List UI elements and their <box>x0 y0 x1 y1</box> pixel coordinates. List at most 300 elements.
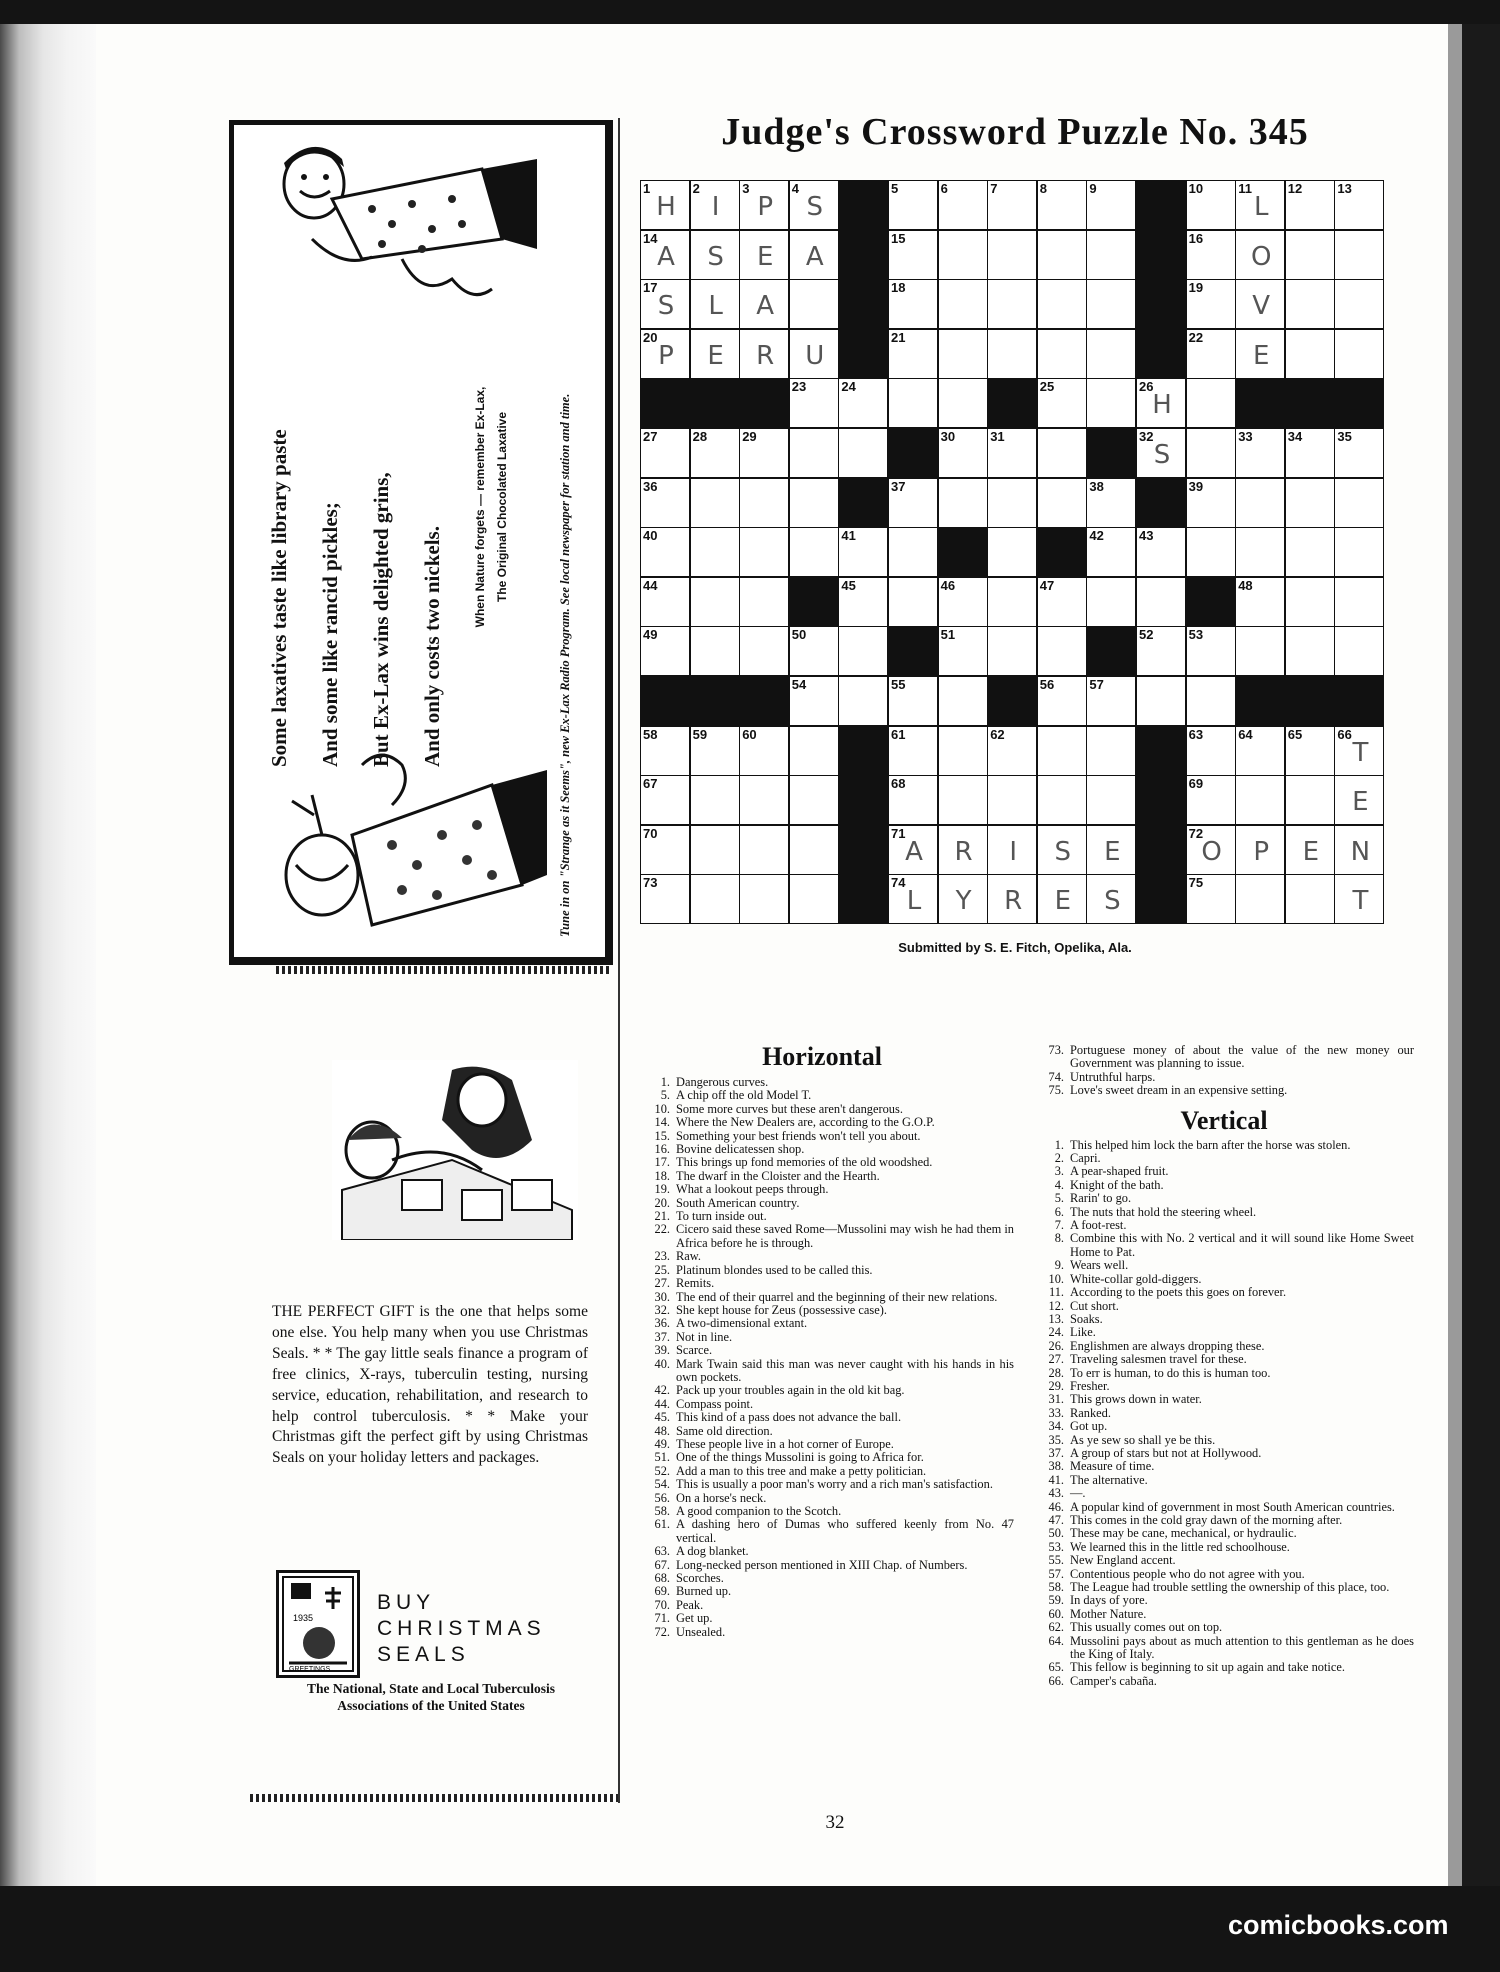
grid-cell[interactable] <box>1037 180 1087 230</box>
happy-man-illustration <box>252 129 542 339</box>
grid-cell[interactable] <box>789 279 839 329</box>
clue-text: This brings up fond memories of the old woodshed. <box>676 1155 933 1170</box>
clue-text: This usually comes out on top. <box>1070 1620 1223 1635</box>
handwritten-letter: Y <box>955 886 972 917</box>
grid-cell[interactable] <box>938 329 988 379</box>
grid-cell[interactable] <box>1037 874 1087 924</box>
grid-cell[interactable] <box>1285 577 1335 627</box>
grid-cell[interactable] <box>789 527 839 577</box>
handwritten-letter: E <box>1302 836 1320 867</box>
clue-item <box>1034 1367 1414 1380</box>
grid-cell[interactable] <box>838 527 888 577</box>
grid-cell[interactable] <box>789 230 839 280</box>
grid-cell[interactable] <box>1235 825 1285 875</box>
clue-number: 18 <box>891 280 906 296</box>
grid-cell[interactable] <box>1037 726 1087 776</box>
clue-num: 72. <box>654 1624 670 1639</box>
grid-cell[interactable] <box>1285 527 1335 577</box>
grid-cell[interactable] <box>1037 428 1087 478</box>
grid-cell[interactable] <box>789 329 839 379</box>
clue-number: 21 <box>891 329 906 345</box>
grid-cell[interactable] <box>690 577 740 627</box>
grid-cell[interactable] <box>1086 527 1136 577</box>
handwritten-letter: P <box>658 340 674 371</box>
grid-cell[interactable] <box>938 279 988 329</box>
grid-cell[interactable] <box>739 527 789 577</box>
grid-cell[interactable] <box>987 180 1037 230</box>
clue-text: South American country. <box>676 1195 800 1210</box>
grid-cell[interactable] <box>1037 825 1087 875</box>
clue-number: 59 <box>692 726 708 742</box>
grid-cell[interactable] <box>739 726 789 776</box>
clue-num: 58. <box>654 1504 670 1518</box>
grid-cell[interactable] <box>1186 180 1236 230</box>
grid-cell[interactable] <box>1235 428 1285 478</box>
clue-text: Some more curves but these aren't dangerous. <box>676 1101 903 1116</box>
grid-cell[interactable] <box>789 676 839 726</box>
clue-text: Measure of time. <box>1070 1459 1155 1474</box>
clue-item <box>1034 1084 1414 1097</box>
grid-cell[interactable] <box>1285 626 1335 676</box>
clue-number: 54 <box>791 677 807 692</box>
clue-num: 47. <box>1048 1513 1064 1527</box>
grid-cell[interactable] <box>1285 329 1335 379</box>
grid-cell[interactable] <box>1334 626 1384 676</box>
grid-cell[interactable] <box>838 577 888 627</box>
grid-cell[interactable] <box>1285 478 1335 528</box>
grid-cell[interactable] <box>789 478 839 528</box>
grid-cell[interactable] <box>1086 726 1136 776</box>
grid-cell[interactable] <box>938 478 988 528</box>
handwritten-letter: S <box>657 291 675 322</box>
grid-cell[interactable] <box>640 577 690 627</box>
verse-line: Some laxatives taste like library paste <box>267 429 291 767</box>
clue-text: These people live in a hot corner of Europe. <box>676 1436 894 1451</box>
clue-text: In days of yore. <box>1070 1593 1148 1608</box>
grid-cell[interactable] <box>888 478 938 528</box>
grid-cell[interactable] <box>739 577 789 627</box>
grid-cell[interactable] <box>1235 329 1285 379</box>
grid-cell[interactable] <box>640 726 690 776</box>
grid-cell[interactable] <box>640 279 690 329</box>
handwritten-letter: S <box>1104 886 1121 917</box>
grid-cell[interactable] <box>1285 279 1335 329</box>
clue-number: 52 <box>1139 627 1154 643</box>
black-square <box>1136 478 1186 528</box>
clue-text: According to the poets this goes on forever. <box>1070 1285 1287 1300</box>
grid-cell[interactable] <box>938 626 988 676</box>
grid-cell[interactable] <box>690 626 740 676</box>
grid-cell[interactable] <box>1334 230 1384 280</box>
grid-cell[interactable] <box>1037 676 1087 726</box>
clue-item <box>640 1425 1014 1438</box>
grid-cell[interactable] <box>739 180 789 230</box>
clue-num: 68. <box>654 1571 670 1586</box>
grid-cell[interactable] <box>938 180 988 230</box>
grid-cell[interactable] <box>1186 825 1236 875</box>
exlax-radio-note: Tune in on "Strange as it Seems", new Ex-Lax Radio Program. See local newspaper for station and time. <box>558 393 572 937</box>
grid-cell[interactable] <box>838 626 888 676</box>
grid-cell[interactable] <box>1086 676 1136 726</box>
clue-number: 12 <box>1287 181 1303 196</box>
grid-cell[interactable] <box>1334 279 1384 329</box>
clue-item <box>1034 1273 1414 1286</box>
grid-cell[interactable] <box>987 428 1037 478</box>
clue-number: 48 <box>1238 577 1253 593</box>
grid-cell[interactable] <box>987 626 1037 676</box>
clue-item <box>1034 1326 1414 1339</box>
clue-number: 38 <box>1089 478 1104 494</box>
grid-cell[interactable] <box>938 577 988 627</box>
grid-cell[interactable] <box>987 726 1037 776</box>
clue-number: 31 <box>990 429 1005 444</box>
grid-cell[interactable] <box>838 378 888 428</box>
grid-cell[interactable] <box>640 180 690 230</box>
black-square <box>1136 180 1186 230</box>
grid-cell[interactable] <box>888 825 938 875</box>
grid-cell[interactable] <box>1086 577 1136 627</box>
clue-num: 73. <box>1048 1043 1064 1057</box>
grid-cell[interactable] <box>938 428 988 478</box>
clue-number: 50 <box>791 627 807 643</box>
grid-cell[interactable] <box>938 230 988 280</box>
grid-cell[interactable] <box>1235 626 1285 676</box>
clue-text: This fellow is beginning to sit up again and take notice. <box>1070 1660 1345 1675</box>
handwritten-letter: A <box>905 836 923 867</box>
clue-text: The League had trouble settling the ownership of this place, too. <box>1070 1580 1390 1595</box>
clue-num: 2. <box>1054 1151 1064 1166</box>
grid-cell[interactable] <box>1186 726 1236 776</box>
handwritten-letter: S <box>707 241 724 272</box>
clue-text: As ye sew so shall ye be this. <box>1070 1432 1216 1447</box>
clue-num: 74. <box>1048 1069 1064 1084</box>
clue-num: 48. <box>654 1423 670 1438</box>
grid-cell[interactable] <box>690 775 740 825</box>
grid-cell[interactable] <box>1235 726 1285 776</box>
clue-item <box>1034 1353 1414 1366</box>
grid-cell[interactable] <box>1334 874 1384 924</box>
grid-cell[interactable] <box>1136 676 1186 726</box>
grid-cell[interactable] <box>640 775 690 825</box>
grid-cell[interactable] <box>1334 775 1384 825</box>
clue-num: 27. <box>654 1276 670 1291</box>
clue-text: A dog blanket. <box>676 1544 749 1559</box>
grid-cell[interactable] <box>1334 726 1384 776</box>
grid-cell[interactable] <box>1136 577 1186 627</box>
grid-cell[interactable] <box>690 279 740 329</box>
grid-cell[interactable] <box>1136 428 1186 478</box>
grid-cell[interactable] <box>838 676 888 726</box>
grid-cell[interactable] <box>1334 180 1384 230</box>
handwritten-letter: S <box>1153 440 1171 470</box>
grid-cell[interactable] <box>987 527 1037 577</box>
clue-item <box>640 1183 1014 1196</box>
grid-cell[interactable] <box>1037 329 1087 379</box>
grid-cell[interactable] <box>938 676 988 726</box>
grid-cell[interactable] <box>789 378 839 428</box>
clue-number: 70 <box>643 825 658 841</box>
clue-text: Where the New Dealers are, according to the G.O.P. <box>676 1115 935 1130</box>
clue-number: 17 <box>643 280 658 296</box>
handwritten-letter: R <box>1004 886 1023 917</box>
clue-item <box>1034 1219 1414 1232</box>
clue-num: 15. <box>654 1128 670 1143</box>
grid-cell[interactable] <box>1086 180 1136 230</box>
clue-item <box>640 1358 1014 1385</box>
grid-cell[interactable] <box>789 874 839 924</box>
grid-cell[interactable] <box>1235 230 1285 280</box>
grid-cell[interactable] <box>690 329 740 379</box>
clue-num: 43. <box>1048 1486 1064 1501</box>
grid-cell[interactable] <box>690 180 740 230</box>
grid-cell[interactable] <box>987 577 1037 627</box>
grid-cell[interactable] <box>640 230 690 280</box>
clue-text: Combine this with No. 2 vertical and it will sound like Home Sweet Home to Pat. <box>1070 1231 1414 1259</box>
grid-cell[interactable] <box>888 279 938 329</box>
grid-cell[interactable] <box>1186 775 1236 825</box>
grid-cell[interactable] <box>1285 825 1335 875</box>
grid-cell[interactable] <box>739 478 789 528</box>
grid-cell[interactable] <box>1285 180 1335 230</box>
grid-cell[interactable] <box>789 775 839 825</box>
grid-cell[interactable] <box>888 180 938 230</box>
grid-cell[interactable] <box>987 825 1037 875</box>
grid-cell[interactable] <box>739 874 789 924</box>
grid-cell[interactable] <box>1235 775 1285 825</box>
grid-cell[interactable] <box>1136 626 1186 676</box>
grid-cell[interactable] <box>1334 329 1384 379</box>
black-square <box>838 180 888 230</box>
grid-cell[interactable] <box>789 180 839 230</box>
grid-cell[interactable] <box>690 874 740 924</box>
grid-cell[interactable] <box>1186 279 1236 329</box>
grid-cell[interactable] <box>1334 527 1384 577</box>
grid-cell[interactable] <box>1037 577 1087 627</box>
clue-item <box>1034 1340 1414 1353</box>
grid-cell[interactable] <box>888 527 938 577</box>
grid-cell[interactable] <box>987 230 1037 280</box>
clue-number: 63 <box>1188 726 1204 742</box>
clue-num: 18. <box>654 1168 670 1183</box>
grid-cell[interactable] <box>888 329 938 379</box>
grid-cell[interactable] <box>1186 230 1236 280</box>
grid-cell[interactable] <box>1186 478 1236 528</box>
clue-number: 61 <box>891 726 906 742</box>
grid-cell[interactable] <box>640 329 690 379</box>
grid-cell[interactable] <box>1136 378 1186 428</box>
grid-cell[interactable] <box>1037 279 1087 329</box>
grid-cell[interactable] <box>1235 527 1285 577</box>
grid-cell[interactable] <box>1235 577 1285 627</box>
grid-cell[interactable] <box>789 428 839 478</box>
verse-line: But Ex-Lax wins delighted grins, <box>369 472 393 767</box>
grid-cell[interactable] <box>888 775 938 825</box>
clue-number: 68 <box>891 776 906 792</box>
grid-cell[interactable] <box>1334 428 1384 478</box>
clue-item <box>640 1331 1014 1344</box>
grid-cell[interactable] <box>1285 726 1335 776</box>
clue-item <box>1034 1206 1414 1219</box>
black-square <box>1235 676 1285 726</box>
handwritten-letter: E <box>1104 836 1121 867</box>
puzzle-title: Judge's Crossword Puzzle No. 345 <box>721 111 1309 153</box>
clue-item <box>640 1585 1014 1598</box>
seal-word: GREETINGS <box>289 1666 331 1673</box>
grid-cell[interactable] <box>1334 577 1384 627</box>
grid-cell[interactable] <box>888 577 938 627</box>
clue-text: A good companion to the Scotch. <box>676 1504 842 1518</box>
grid-cell[interactable] <box>739 230 789 280</box>
grid-cell[interactable] <box>1186 378 1236 428</box>
grid-cell[interactable] <box>1285 230 1335 280</box>
grid-cell[interactable] <box>1186 527 1236 577</box>
grid-cell[interactable] <box>739 626 789 676</box>
grid-cell[interactable] <box>1086 279 1136 329</box>
grid-cell[interactable] <box>1186 428 1236 478</box>
clue-text: A dashing hero of Dumas who suffered keenly from No. 47 vertical. <box>676 1517 1014 1545</box>
clue-text: This comes in the cold gray dawn of the morning after. <box>1070 1513 1343 1527</box>
grid-cell[interactable] <box>690 478 740 528</box>
clue-item <box>1034 1621 1414 1634</box>
handwritten-letter: R <box>954 836 973 867</box>
grid-cell[interactable] <box>938 874 988 924</box>
clue-number: 9 <box>1089 181 1097 196</box>
grid-cell[interactable] <box>888 378 938 428</box>
clue-item <box>1034 1259 1414 1272</box>
handwritten-letter: L <box>1253 192 1269 222</box>
grid-cell[interactable] <box>838 428 888 478</box>
clue-text: Pack up your troubles again in the old kit bag. <box>676 1383 905 1398</box>
grid-cell[interactable] <box>1285 428 1335 478</box>
clue-item <box>1034 1313 1414 1326</box>
grid-cell[interactable] <box>938 825 988 875</box>
grid-cell[interactable] <box>1186 626 1236 676</box>
grid-cell[interactable] <box>690 825 740 875</box>
grid-cell[interactable] <box>739 279 789 329</box>
grid-cell[interactable] <box>1186 874 1236 924</box>
grid-cell[interactable] <box>690 428 740 478</box>
clue-num: 10. <box>654 1101 670 1116</box>
grid-cell[interactable] <box>1086 329 1136 379</box>
handwritten-letter: E <box>1352 787 1369 818</box>
clue-number: 22 <box>1188 329 1204 345</box>
clue-num: 35. <box>1048 1432 1064 1447</box>
clue-num: 66. <box>1048 1673 1064 1688</box>
grid-cell[interactable] <box>640 825 690 875</box>
grid-cell[interactable] <box>1334 825 1384 875</box>
grid-cell[interactable] <box>938 775 988 825</box>
grid-cell[interactable] <box>690 726 740 776</box>
grid-cell[interactable] <box>987 279 1037 329</box>
clue-num: 70. <box>654 1597 670 1612</box>
grid-cell[interactable] <box>1334 478 1384 528</box>
grid-cell[interactable] <box>987 478 1037 528</box>
black-square <box>1285 378 1335 428</box>
grid-cell[interactable] <box>1235 279 1285 329</box>
grid-cell[interactable] <box>1037 775 1087 825</box>
grid-cell[interactable] <box>888 726 938 776</box>
book-binding-left <box>0 24 96 1886</box>
grid-cell[interactable] <box>789 825 839 875</box>
grid-cell[interactable] <box>640 626 690 676</box>
grid-cell[interactable] <box>640 428 690 478</box>
grid-cell[interactable] <box>640 874 690 924</box>
grid-cell[interactable] <box>987 874 1037 924</box>
book-binding-right <box>1448 24 1462 1886</box>
clue-number: 66 <box>1337 726 1352 742</box>
clue-number: 10 <box>1188 181 1204 196</box>
grid-cell[interactable] <box>1186 676 1236 726</box>
clue-text: Traveling salesmen travel for these. <box>1070 1352 1247 1367</box>
grid-cell[interactable] <box>1186 329 1236 379</box>
grid-cell[interactable] <box>987 329 1037 379</box>
grid-cell[interactable] <box>938 726 988 776</box>
grid-cell[interactable] <box>1235 874 1285 924</box>
grid-cell[interactable] <box>1037 478 1087 528</box>
grid-cell[interactable] <box>640 527 690 577</box>
grid-cell[interactable] <box>739 825 789 875</box>
black-square <box>838 825 888 875</box>
grid-cell[interactable] <box>888 874 938 924</box>
grid-cell[interactable] <box>640 478 690 528</box>
clue-text: Unsealed. <box>676 1624 726 1639</box>
grid-cell[interactable] <box>739 329 789 379</box>
grid-cell[interactable] <box>888 230 938 280</box>
grid-cell[interactable] <box>1037 626 1087 676</box>
clue-item <box>1034 1179 1414 1192</box>
grid-cell[interactable] <box>739 428 789 478</box>
grid-cell[interactable] <box>690 230 740 280</box>
grid-cell[interactable] <box>987 775 1037 825</box>
grid-cell[interactable] <box>938 378 988 428</box>
grid-cell[interactable] <box>789 726 839 776</box>
grid-cell[interactable] <box>1285 775 1335 825</box>
grid-cell[interactable] <box>1086 775 1136 825</box>
clue-text: Love's sweet dream in an expensive setting. <box>1070 1083 1288 1098</box>
grid-cell[interactable] <box>1037 230 1087 280</box>
grid-cell[interactable] <box>1037 378 1087 428</box>
grid-cell[interactable] <box>1086 378 1136 428</box>
clue-item <box>640 1317 1014 1330</box>
horizontal-clues-continued <box>1034 1044 1414 1098</box>
clue-item <box>1034 1071 1414 1084</box>
grid-cell[interactable] <box>888 676 938 726</box>
grid-cell[interactable] <box>1086 874 1136 924</box>
clue-num: 25. <box>654 1262 670 1277</box>
clue-item <box>640 1223 1014 1250</box>
grid-cell[interactable] <box>1235 478 1285 528</box>
grid-cell[interactable] <box>1086 478 1136 528</box>
grid-cell[interactable] <box>1235 180 1285 230</box>
clue-text: Something your best friends won't tell you about. <box>676 1128 921 1143</box>
clue-item <box>640 1411 1014 1424</box>
vertical-clues-list <box>1034 1139 1414 1689</box>
grid-cell[interactable] <box>1136 527 1186 577</box>
grid-cell[interactable] <box>690 527 740 577</box>
christmas-seal-stamp <box>276 1570 360 1678</box>
clue-number: 58 <box>643 726 658 742</box>
clue-item <box>1034 1514 1414 1527</box>
clue-text: What a lookout peeps through. <box>676 1182 829 1197</box>
clue-text: Compass point. <box>676 1396 754 1411</box>
clue-num: 22. <box>654 1222 670 1237</box>
grid-cell[interactable] <box>739 775 789 825</box>
grid-cell[interactable] <box>789 626 839 676</box>
grid-cell[interactable] <box>1086 825 1136 875</box>
grid-cell[interactable] <box>1285 874 1335 924</box>
clue-number: 34 <box>1287 429 1303 444</box>
grid-cell[interactable] <box>1086 230 1136 280</box>
